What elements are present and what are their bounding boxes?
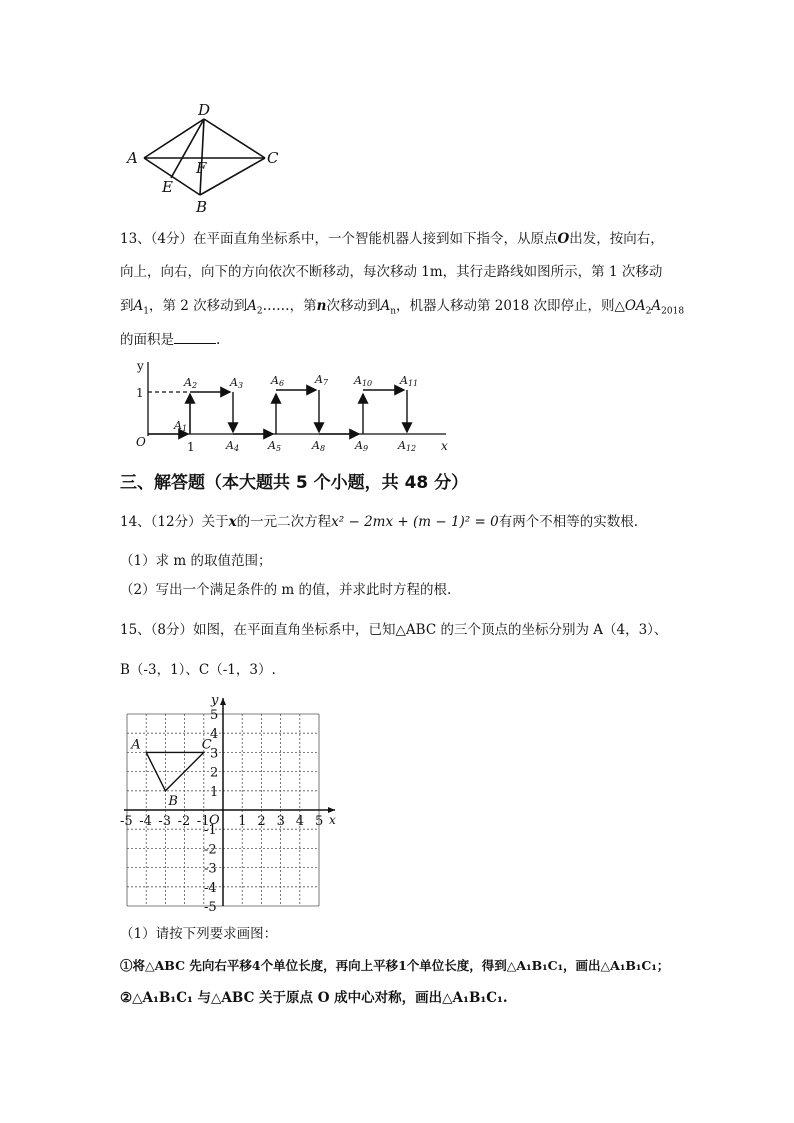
x-tick-label: -3 [158, 814, 172, 829]
origin-label: O [136, 435, 146, 449]
q14-mid: 的一元二次方程 [236, 514, 332, 530]
point-A12: A12 [398, 439, 417, 453]
q14-x: x [228, 514, 237, 530]
point-A10: A10 [354, 374, 373, 388]
q15-item2: ②△A₁B₁C₁ 与△ABC 关于原点 O 成中心对称，画出△A₁B₁C₁. [120, 990, 508, 1006]
point-A6: A6 [271, 374, 285, 388]
q13-area-text: 的面积是 [120, 332, 174, 348]
robot-path-figure [128, 358, 458, 458]
label-A: A [131, 737, 141, 753]
q14-equation: x² − 2mx + (m − 1)² = 0 [331, 514, 499, 530]
q13-line3: 到$A_1$，第 2 次移动到$A_2\dots\dots$，第n次移动到$A_n$，机器人移动第 2018 次即停止，则$\triangle OA_2A_{2018}$ [120, 298, 685, 317]
q14-sub2: （2）写出一个满足条件的 m 的值，并求此时方程的根. [120, 582, 452, 598]
q14-prefix: 14、（12分）关于 [120, 514, 229, 530]
q13-seg-c: ……，第 [262, 298, 317, 314]
y-tick-label: -3 [204, 861, 217, 877]
x-tick-label: 5 [315, 814, 324, 829]
x-tick-label: -5 [120, 814, 133, 829]
x-tick-label: 4 [295, 814, 305, 829]
y-axis-arrow [220, 698, 226, 705]
point-A7: A7 [315, 373, 329, 387]
q15-sub1: （1）请按下列要求画图： [120, 926, 278, 942]
y-tick-label: 2 [210, 765, 219, 781]
y-tick-label: -4 [204, 880, 217, 896]
q13-n: n [316, 298, 327, 314]
q13-An: A [380, 298, 391, 314]
q13-period: . [216, 332, 221, 348]
q13-A1: A [133, 298, 144, 314]
label-C: C [267, 149, 279, 167]
y-axis-label: y [211, 693, 219, 708]
q15-line1: 15、（8分）如图，在平面直角坐标系中，已知△ABC 的三个顶点的坐标分别为 A（4，3）、 [120, 622, 668, 638]
y-tick-label: -2 [204, 842, 217, 858]
coordinate-grid-figure [120, 688, 345, 918]
q15-line2: B（-3，1）、C（-1，3）. [120, 662, 276, 678]
y-tick-label: 4 [210, 727, 219, 743]
point-A9: A9 [355, 439, 369, 453]
point-A5: A5 [268, 439, 282, 453]
q13-seg-d: 次移动到 [326, 298, 381, 314]
point-A11: A11 [400, 374, 419, 388]
y-tick-1: 1 [136, 386, 144, 400]
q14-sub1: （1）求 m 的取值范围； [120, 553, 272, 569]
label-B: B [196, 198, 208, 216]
label-B: B [168, 793, 178, 809]
axis-x-label: x [441, 439, 448, 453]
q13-seg-a: 到 [120, 298, 134, 314]
y-tick-label: 1 [210, 784, 219, 800]
x-tick-label: 1 [238, 814, 247, 829]
q13-A2: A [247, 298, 257, 314]
x-tick-label: -2 [177, 814, 191, 829]
q13-line2: 向上，向右，向下的方向依次不断移动，每次移动 1m，其行走路线如图所示，第 1 次移动 [120, 264, 663, 280]
rhombus-figure [122, 98, 292, 218]
x-tick-label: 2 [257, 814, 266, 829]
q13-origin-O: O [557, 231, 570, 247]
x-tick-label: -4 [139, 814, 152, 829]
point-A2: A2 [184, 376, 198, 390]
q13-seg-b: ，第 2 次移动到 [148, 298, 248, 314]
axis-y-label: y [137, 359, 144, 373]
label-E: E [162, 178, 173, 196]
point-A3: A3 [230, 376, 244, 390]
x-tick-label: -1 [196, 814, 210, 829]
y-tick-label: 5 [210, 708, 219, 723]
q15-item1: ①将△ABC 先向右平移4个单位长度，再向上平移1个单位长度，得到△A₁B₁C₁，画出△A₁B₁C₁； [120, 958, 670, 973]
origin-label: O [209, 813, 220, 828]
q13-text-tail: 出发，按向右， [569, 231, 664, 247]
q14-line1 [120, 512, 638, 532]
q13-line1 [120, 229, 664, 249]
q13-line4 [120, 330, 220, 350]
q13-seg-e: ，机器人移动第 2018 次即停止，则△ [396, 298, 625, 314]
section-heading: 三、解答题（本大题共 5 个小题，共 48 分） [120, 473, 469, 493]
x-tick-label: 3 [276, 814, 285, 829]
q14-suffix: 有两个不相等的实数根. [498, 514, 638, 530]
y-tick-label: -5 [204, 900, 217, 915]
q13-OA2A2018: OA [624, 298, 646, 314]
x-axis-label: x [329, 813, 336, 827]
point-A1: A1 [174, 419, 188, 433]
x-tick-1: 1 [187, 440, 195, 454]
label-C: C [201, 737, 212, 753]
point-A8: A8 [312, 439, 326, 453]
point-A4: A4 [226, 439, 240, 453]
label-D: D [198, 101, 211, 119]
label-A: A [127, 149, 138, 167]
q13-answer-blank[interactable] [174, 331, 216, 344]
label-F: F [196, 159, 207, 177]
y-tick-label: -1 [204, 823, 217, 839]
q13-text: 13、（4分）在平面直角坐标系中，一个智能机器人接到如下指令，从原点 [120, 231, 558, 247]
y-tick-label: 3 [210, 746, 219, 762]
